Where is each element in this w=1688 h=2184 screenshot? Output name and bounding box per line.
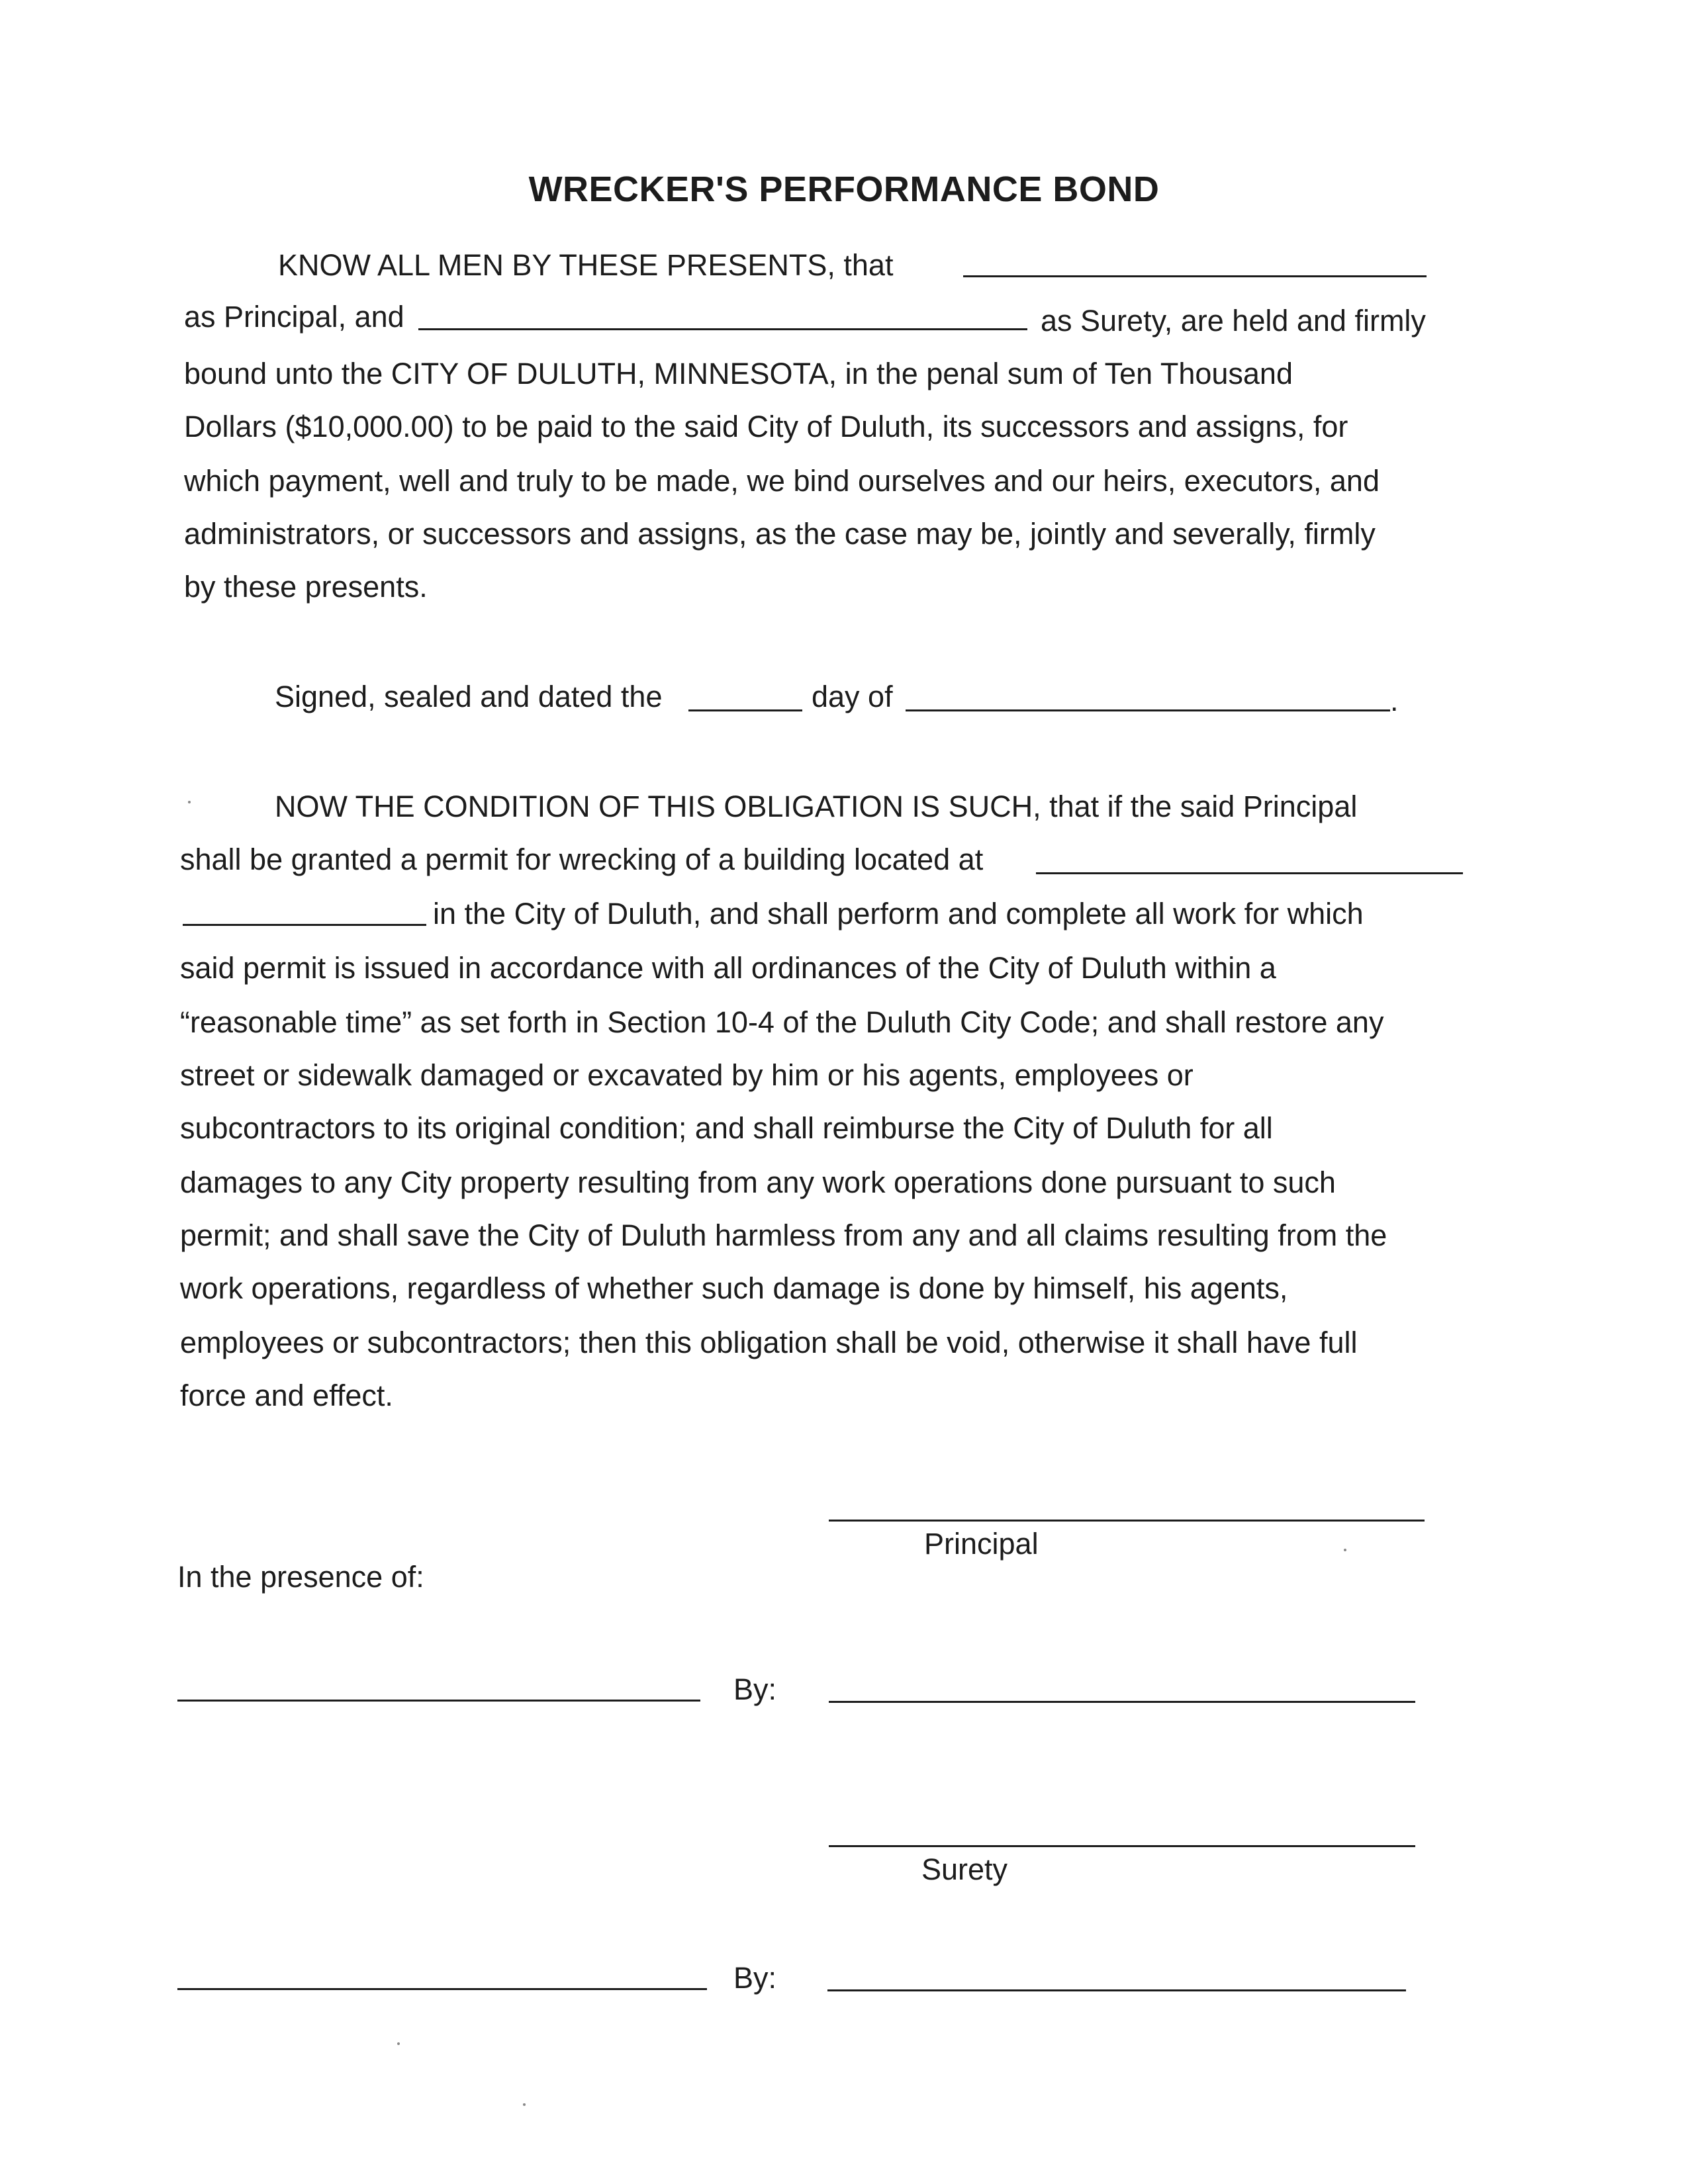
document-title: WRECKER'S PERFORMANCE BOND: [528, 169, 1160, 209]
witness-signature-line-1[interactable]: [177, 1700, 700, 1702]
para1-line1: KNOW ALL MEN BY THESE PRESENTS, that: [278, 248, 894, 282]
para2-line2: shall be granted a permit for wrecking of a building located at: [180, 842, 984, 876]
surety-label: Surety: [921, 1852, 1008, 1886]
scan-speck: [523, 2103, 526, 2106]
by-label-2: By:: [733, 1961, 777, 1995]
para2-line11: employees or subcontractors; then this obligation shall be void, otherwise it shall have full: [180, 1326, 1358, 1359]
day-of-text: day of: [812, 680, 893, 713]
para1-line2b: as Surety, are held and firmly: [1041, 304, 1426, 338]
para2-line10: work operations, regardless of whether such damage is done by himself, his agents,: [180, 1271, 1288, 1305]
building-location-blank-1[interactable]: [1036, 872, 1463, 874]
surety-name-blank[interactable]: [418, 328, 1027, 330]
para1-line3: bound unto the CITY OF DULUTH, MINNESOTA, in the penal sum of Ten Thousand: [184, 357, 1293, 390]
surety-signature-line[interactable]: [829, 1845, 1415, 1847]
signed-text: Signed, sealed and dated the: [275, 680, 663, 713]
signed-month-blank[interactable]: [906, 709, 1390, 711]
para2-line5: “reasonable time” as set forth in Section 10-4 of the Duluth City Code; and shall restore any: [180, 1005, 1384, 1039]
witness-signature-line-2[interactable]: [177, 1988, 707, 1990]
para2-line4: said permit is issued in accordance with all ordinances of the City of Duluth within a: [180, 951, 1276, 985]
para2-line9: permit; and shall save the City of Duluth harmless from any and all claims resulting from the: [180, 1218, 1387, 1252]
principal-signature-line[interactable]: [829, 1520, 1425, 1522]
principal-name-blank[interactable]: [963, 275, 1427, 277]
signed-day-blank[interactable]: [688, 709, 802, 711]
para2-line3: in the City of Duluth, and shall perform and complete all work for which: [433, 897, 1364, 931]
scan-speck: [397, 2042, 400, 2045]
principal-by-signature-line[interactable]: [829, 1701, 1415, 1703]
building-location-blank-2[interactable]: [183, 924, 426, 926]
para2-line12: force and effect.: [180, 1379, 393, 1412]
para1-line7: by these presents.: [184, 570, 428, 604]
para1-line4: Dollars ($10,000.00) to be paid to the said City of Duluth, its successors and assigns, for: [184, 410, 1348, 443]
scan-speck: [188, 801, 191, 803]
para2-line6: street or sidewalk damaged or excavated by him or his agents, employees or: [180, 1058, 1194, 1092]
presence-label: In the presence of:: [177, 1560, 424, 1594]
principal-label: Principal: [924, 1527, 1039, 1561]
para2-line1: NOW THE CONDITION OF THIS OBLIGATION IS SUCH, that if the said Principal: [275, 790, 1358, 823]
scan-speck: [1344, 1549, 1346, 1551]
surety-by-signature-line[interactable]: [827, 1989, 1406, 1991]
para1-line5: which payment, well and truly to be made, we bind ourselves and our heirs, executors, and: [184, 464, 1380, 498]
signed-period: .: [1390, 684, 1399, 717]
para2-line7: subcontractors to its original condition; and shall reimburse the City of Duluth for all: [180, 1111, 1273, 1145]
para1-line2a: as Principal, and: [184, 300, 404, 334]
by-label-1: By:: [733, 1672, 777, 1706]
para2-line8: damages to any City property resulting from any work operations done pursuant to such: [180, 1165, 1336, 1199]
para1-line6: administrators, or successors and assigns, as the case may be, jointly and severally, firmly: [184, 517, 1376, 551]
